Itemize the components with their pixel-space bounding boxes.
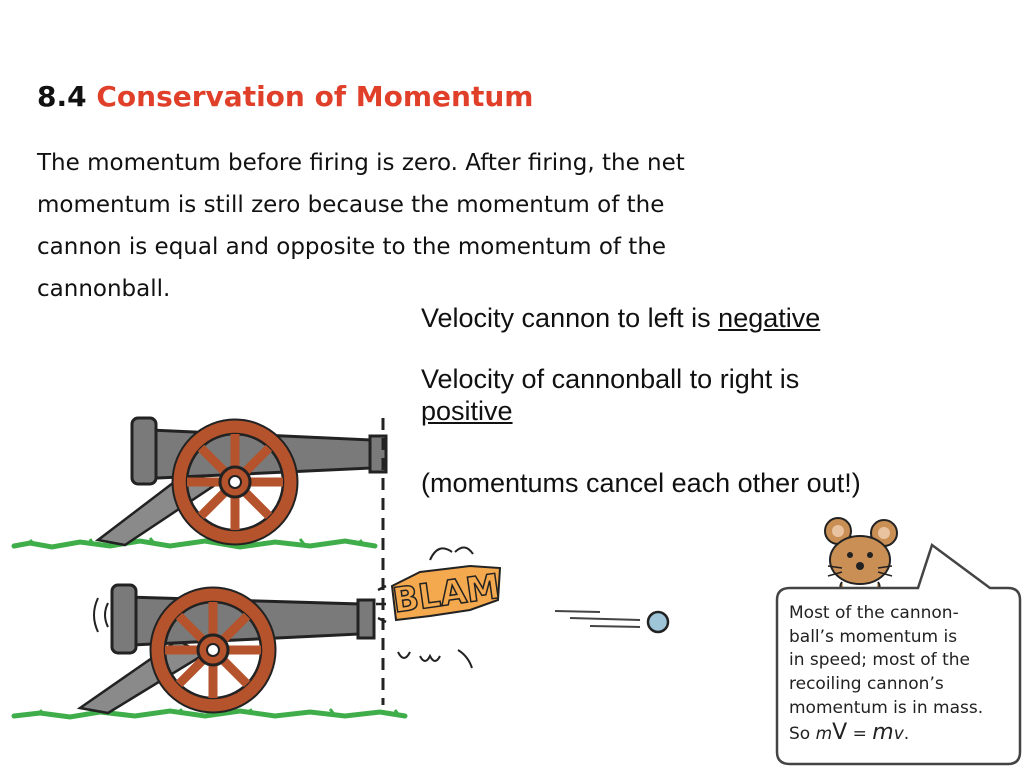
speech-bubble-text	[789, 602, 1014, 746]
intro-line: The momentum before firing is zero. After firing, the net	[37, 150, 685, 176]
so-word: So	[789, 723, 816, 744]
cannonball-icon	[555, 611, 668, 632]
bullet-text: Velocity cannon to left is	[421, 303, 719, 333]
bubble-equation	[789, 721, 1014, 747]
section-number: 8.4	[37, 80, 87, 113]
cannon-after-icon	[14, 585, 405, 717]
small-mass-symbol: m	[815, 723, 833, 744]
negative-emphasis: negative	[718, 303, 821, 333]
intro-line: cannon is equal and opposite to the momentum of the	[37, 234, 667, 260]
blam-burst-icon	[376, 547, 503, 668]
intro-line: momentum is still zero because the momentum of the	[37, 192, 665, 218]
big-velocity-symbol: V	[832, 719, 848, 745]
bubble-line: Most of the cannon-	[789, 603, 959, 623]
section-title: Conservation of Momentum	[96, 80, 534, 113]
bubble-line: in speed; most of the	[789, 650, 970, 671]
bubble-line: recoiling cannon’s	[789, 674, 944, 695]
blam-text: BLAM	[390, 566, 503, 622]
big-mass-symbol: m	[872, 719, 894, 745]
mouse-character-icon	[825, 518, 897, 590]
bubble-line: ball’s momentum is	[789, 626, 958, 647]
bubble-line: momentum is in mass.	[789, 697, 984, 718]
cannon-before-icon	[14, 418, 386, 547]
bullet-cancel-note: (momentums cancel each other out!)	[421, 468, 861, 498]
period-mark: .	[903, 723, 910, 744]
intro-line: cannonball.	[37, 276, 171, 302]
positive-emphasis: positive	[421, 396, 513, 426]
small-velocity-symbol: v	[893, 723, 904, 744]
equals-sign: =	[847, 723, 873, 744]
bullet-text: Velocity of cannonball to right is	[421, 364, 800, 394]
